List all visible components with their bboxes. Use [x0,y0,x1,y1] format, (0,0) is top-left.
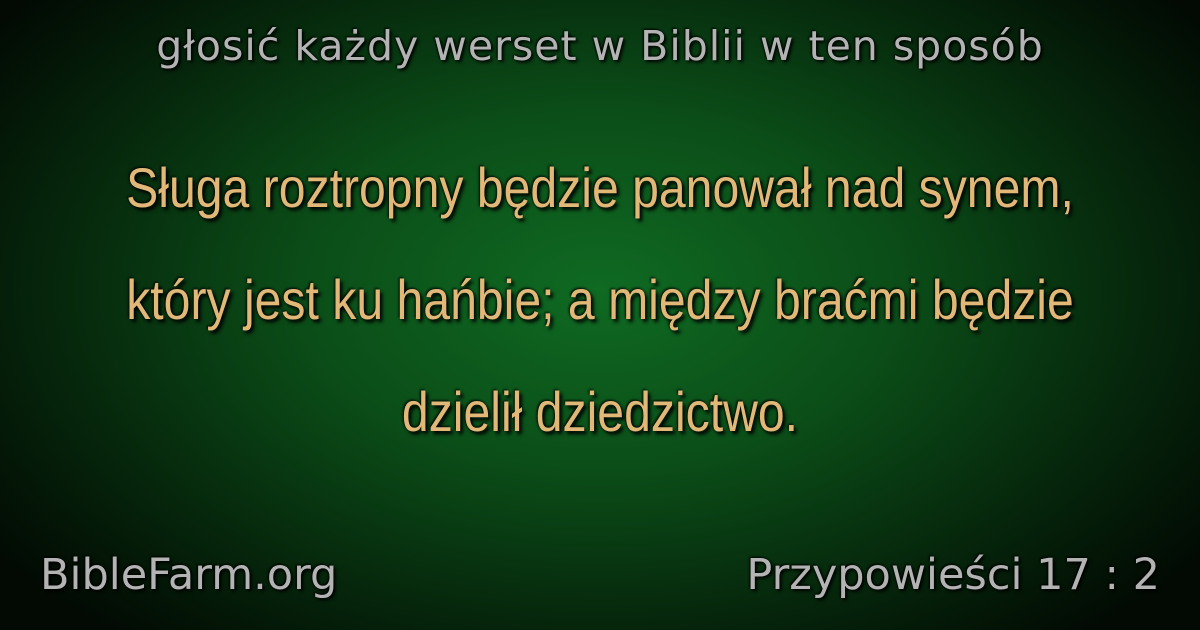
site-name: BibleFarm.org [40,550,338,600]
verse-reference: Przypowieści 17 : 2 [746,550,1160,600]
verse-block [118,156,1081,468]
verse-text: Sługa roztropny będzie panował nad synem, który jest ku hańbie; a między braćmi będzie dzielił dziedzictwo. [126,156,1074,443]
tagline: głosić każdy werset w Biblii w ten sposób [156,22,1044,70]
